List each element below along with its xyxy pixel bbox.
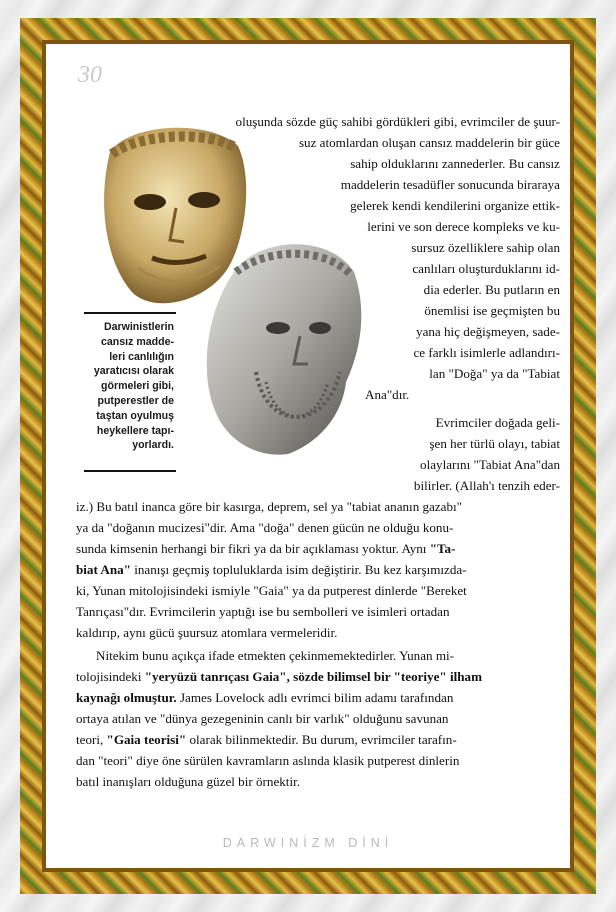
text-span: sunda kimsenin herhangi bir fikri ya da bir açıklaması yoktur. Aynı [76,541,430,556]
caption-line: heykellere tapı- [96,424,174,437]
page-number: 30 [78,62,102,88]
caption-line: taştan oyulmuş [96,409,174,422]
text-line: bilirler. (Allah'ı tenzih eder- [413,478,560,493]
text-line: kaldırıp, aynı gücü şuursuz atomlara vermeleridir. [76,625,338,640]
bold-span: "Ta- [429,541,456,556]
text-line: oluşunda sözde güç sahibi gördükleri gibi, evrimciler de şuur- [235,114,560,129]
text-line [76,731,457,748]
text-span: olarak bilinmektedir. Bu durum, evrimciler tarafın- [186,732,457,747]
text-span: James Lovelock adlı evrimci bilim adamı tarafından [176,690,454,705]
text-line: ce farklı isimlerle adlandırı- [413,345,560,360]
caption-line: yorlardı. [132,439,174,452]
text-line: Tanrıçası"dır. Evrimcilerin yaptığı ise bu sembolleri ve isimleri ortadan [76,604,450,619]
bold-span: "yeryüzü tanrıçası Gaia", sözde bilimsel bir "teoriye" ilham [144,669,482,684]
caption-line: yaratıcısı olarak [93,365,174,378]
bold-span: kaynağı olmuştur. [76,690,177,705]
text-span: teori, [76,732,107,747]
text-line: lerini ve son derece kompleks ve ku- [367,219,560,234]
text-line: ortaya atılan ve "dünya gezegeninin canlı bir varlık" olduğunu savunan [76,711,449,726]
text-line: suz atomlardan oluşan cansız maddelerin bir güce [298,135,560,150]
caption-line: Darwinistlerin [103,321,174,333]
bold-span: "Gaia teorisi" [106,732,187,747]
text-line [76,689,453,706]
text-line: lan "Doğa" ya da "Tabiat [429,366,560,381]
text-line: batıl inanışları olduğuna güzel bir örnektir. [76,774,300,789]
text-line: ya da "doğanın mucizesi"dir. Ama "doğa" denen gücün ne olduğu konu- [76,520,454,535]
bold-span: biat Ana" [76,562,131,577]
text-line: önemlisi ise geçmişten bu [424,303,560,318]
text-line: ki, Yunan mitolojisindeki ismiyle "Gaia" ya da putperest dinlerde "Bereket [76,583,467,598]
text-line [76,668,482,685]
caption-line: putperestler de [97,394,174,407]
text-line: gelerek kendi kendilerini organize ettik- [350,198,560,213]
caption-line: görmeleri gibi, [101,380,174,393]
text-line: Ana"dır. [365,387,410,402]
text-line [76,540,455,557]
text-line: iz.) Bu batıl inanca göre bir kasırga, deprem, sel ya "tabiat ananın gazabı" [76,499,463,514]
text-line: şen her türlü olayı, tabiat [429,436,560,451]
text-span: inanışı geçmiş topluluklarda isim değiştirir. Bu kez karşımızda- [130,562,467,577]
caption-line: cansız madde- [100,335,174,348]
text-line: Evrimciler doğada geli- [435,415,560,430]
caption-line: leri canlılığın [109,350,174,363]
text-line [76,561,467,578]
text-line: maddelerin tesadüfler sonucunda biraraya [340,177,560,192]
text-line: canlıları oluşturduklarını id- [412,261,560,276]
text-line: dia ederler. Bu putların en [423,282,560,297]
text-line: yana hiç değişmeyen, sade- [416,324,560,339]
text-span: tolojisindeki [76,669,145,684]
text-line: Nitekim bunu açıkça ifade etmekten çekinmemektedirler. Yunan mi- [96,648,455,663]
text-line: olaylarını "Tabiat Ana"dan [420,457,560,472]
text-line: sursuz özelliklere sahip olan [411,240,560,255]
running-footer: DARWINİZM DİNİ [222,836,394,850]
text-line: dan "teori" diye öne sürülen kavramların aslında klasik putperest dinlerin [76,753,460,768]
text-line: sahip olduklarını zannederler. Bu cansız [350,156,560,171]
